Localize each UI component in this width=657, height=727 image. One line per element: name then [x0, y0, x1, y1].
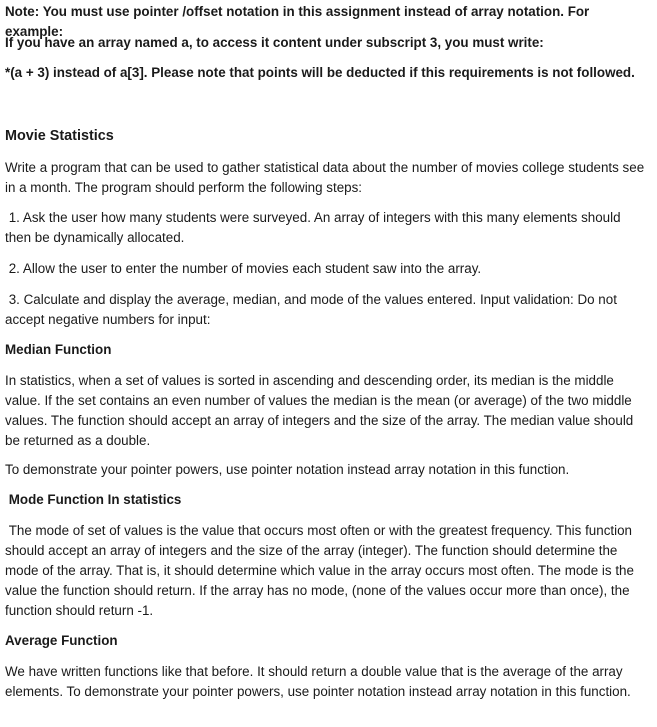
- step-2: 2. Allow the user to enter the number of movies each student saw into the array.: [5, 261, 482, 276]
- step-1: 1. Ask the user how many students were surveyed. An array of integers with this many elements should then be dynamically allocated.: [5, 210, 625, 245]
- note-line-3: *(a + 3) instead of a[3]. Please note that points will be deducted if this requirements is not followed.: [5, 65, 635, 80]
- median-function-heading: Median Function: [5, 342, 112, 357]
- movie-statistics-heading: Movie Statistics: [5, 128, 114, 144]
- median-pointer-note: To demonstrate your pointer powers, use pointer notation instead array notation in this function.: [5, 462, 570, 477]
- mode-function-heading: Mode Function In statistics: [5, 492, 182, 507]
- median-function-text: In statistics, when a set of values is sorted in ascending and descending order, its median is the middle value. If the set contains an even number of values the median is the mean (or average) of the two middle values. The function should accept an array of integers and the size of the array. The median value should be returned as a double.: [5, 373, 634, 448]
- average-function-heading: Average Function: [5, 633, 118, 648]
- mode-function-text: The mode of set of values is the value that occurs most often or with the greatest frequency. This function should accept an array of integers and the size of the array (integer). The function should determine the mode of the array. That is, it should determine which value in the array occurs most often. The mode is the value the function should return. If the array has no mode, (none of the values occur more than once), the function should return -1.: [5, 523, 638, 618]
- note-line-1: Note: You must use pointer /offset notation in this assignment instead of array notation. For example:: [5, 4, 590, 39]
- average-function-text: We have written functions like that before. It should return a double value that is the average of the array elements. To demonstrate your pointer powers, use pointer notation instead array notation in this function.: [5, 664, 631, 699]
- note-line-2: If you have an array named a, to access it content under subscript 3, you must write:: [5, 35, 544, 50]
- movie-statistics-intro: Write a program that can be used to gather statistical data about the number of movies college students see in a month. The program should perform the following steps:: [5, 160, 645, 195]
- step-3: 3. Calculate and display the average, median, and mode of the values entered. Input validation: Do not accept negative numbers for input:: [5, 292, 621, 327]
